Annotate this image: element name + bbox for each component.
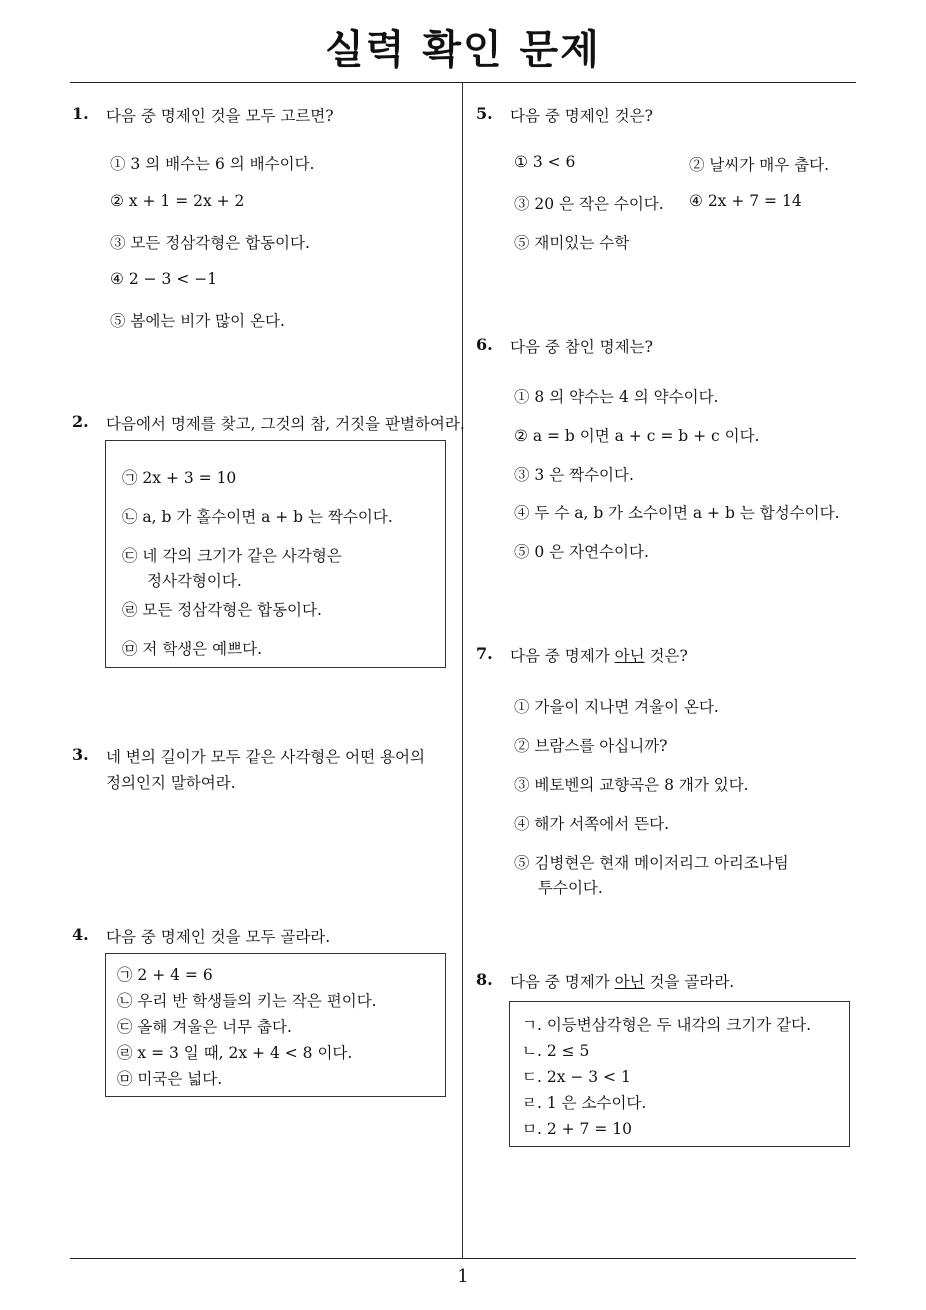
- question-number: 1.: [72, 104, 89, 123]
- option-continued: 투수이다.: [538, 879, 603, 897]
- statement-item: ㉢ 네 각의 크기가 같은 사각형은: [122, 547, 342, 565]
- option: ④ 2x + 7 = 14: [689, 192, 802, 210]
- option: ② 날씨가 매우 춥다.: [689, 156, 830, 174]
- statement-item: ㉠ 2x + 3 = 10: [122, 469, 237, 487]
- page-title: 실력 확인 문제: [325, 27, 601, 73]
- statement-item: ㉢ 올해 겨울은 너무 춥다.: [117, 1018, 292, 1036]
- question-text-continued: 정의인지 말하여라.: [106, 774, 236, 792]
- option: ⑤ 재미있는 수학: [514, 234, 630, 252]
- option: ① 가을이 지나면 겨울이 온다.: [514, 698, 719, 716]
- statement-item-continued: 정사각형이다.: [147, 572, 242, 590]
- option: ④ 해가 서쪽에서 뜬다.: [514, 815, 669, 833]
- question-number: 8.: [476, 970, 493, 989]
- statement-item: ㉣ 모든 정삼각형은 합동이다.: [122, 601, 322, 619]
- column-divider: [462, 83, 463, 1259]
- question-number: 4.: [72, 925, 89, 944]
- question-text: 다음 중 명제가 아닌 것은?: [510, 647, 688, 665]
- option: ③ 모든 정삼각형은 합동이다.: [110, 234, 310, 252]
- option: ③ 베토벤의 교향곡은 8 개가 있다.: [514, 776, 749, 794]
- option: ② a = b 이면 a + c = b + c 이다.: [514, 427, 760, 445]
- option: ④ 두 수 a, b 가 소수이면 a + b 는 합성수이다.: [514, 504, 840, 522]
- statement-item: ㄹ. 1 은 소수이다.: [522, 1094, 647, 1112]
- underlined-word: 아닌: [614, 647, 645, 665]
- statement-item: ㉤ 미국은 넓다.: [117, 1070, 223, 1088]
- question-text: 다음 중 명제인 것은?: [510, 107, 653, 125]
- question-text: 다음 중 명제인 것을 모두 골라라.: [106, 928, 331, 946]
- option: ⑤ 김병현은 현재 메이저리그 아리조나팀: [514, 854, 789, 872]
- question-number: 2.: [72, 412, 89, 431]
- option: ① 8 의 약수는 4 의 약수이다.: [514, 388, 719, 406]
- statement-item: ㉡ 우리 반 학생들의 키는 작은 편이다.: [117, 992, 377, 1010]
- option: ② 브람스를 아십니까?: [514, 737, 668, 755]
- question-number: 6.: [476, 335, 493, 354]
- question-text: 다음 중 명제가 아닌 것을 골라라.: [510, 973, 735, 991]
- question-text: 네 변의 길이가 모두 같은 사각형은 어떤 용어의: [106, 748, 425, 766]
- statement-item: ㅁ. 2 + 7 = 10: [522, 1120, 632, 1138]
- page-number: 1: [457, 1266, 469, 1287]
- option: ④ 2 − 3 < −1: [110, 270, 218, 288]
- option: ① 3 의 배수는 6 의 배수이다.: [110, 155, 315, 173]
- question-number: 7.: [476, 644, 493, 663]
- statement-item: ㄴ. 2 ≤ 5: [522, 1042, 590, 1060]
- question-text: 다음 중 참인 명제는?: [510, 338, 653, 356]
- question-text: 다음 중 명제인 것을 모두 고르면?: [106, 107, 334, 125]
- option: ③ 3 은 짝수이다.: [514, 466, 634, 484]
- option: ② x + 1 = 2x + 2: [110, 192, 245, 210]
- underlined-word: 아닌: [614, 973, 645, 991]
- question-number: 3.: [72, 745, 89, 764]
- option: ⑤ 0 은 자연수이다.: [514, 543, 649, 561]
- statement-item: ㉤ 저 학생은 예쁘다.: [122, 640, 263, 658]
- option: ⑤ 봄에는 비가 많이 온다.: [110, 312, 285, 330]
- statement-item: ㄱ. 이등변삼각형은 두 내각의 크기가 같다.: [522, 1016, 812, 1034]
- option: ③ 20 은 작은 수이다.: [514, 195, 664, 213]
- statement-item: ㄷ. 2x − 3 < 1: [522, 1068, 631, 1086]
- option: ① 3 < 6: [514, 153, 576, 171]
- question-text: 다음에서 명제를 찾고, 그것의 참, 거짓을 판별하여라.: [106, 415, 465, 433]
- statement-item: ㉡ a, b 가 홀수이면 a + b 는 짝수이다.: [122, 508, 393, 526]
- question-number: 5.: [476, 104, 493, 123]
- statement-item: ㉠ 2 + 4 = 6: [117, 966, 213, 984]
- top-rule: [70, 82, 856, 83]
- bottom-rule: [70, 1258, 856, 1259]
- statement-item: ㉣ x = 3 일 때, 2x + 4 < 8 이다.: [117, 1044, 353, 1062]
